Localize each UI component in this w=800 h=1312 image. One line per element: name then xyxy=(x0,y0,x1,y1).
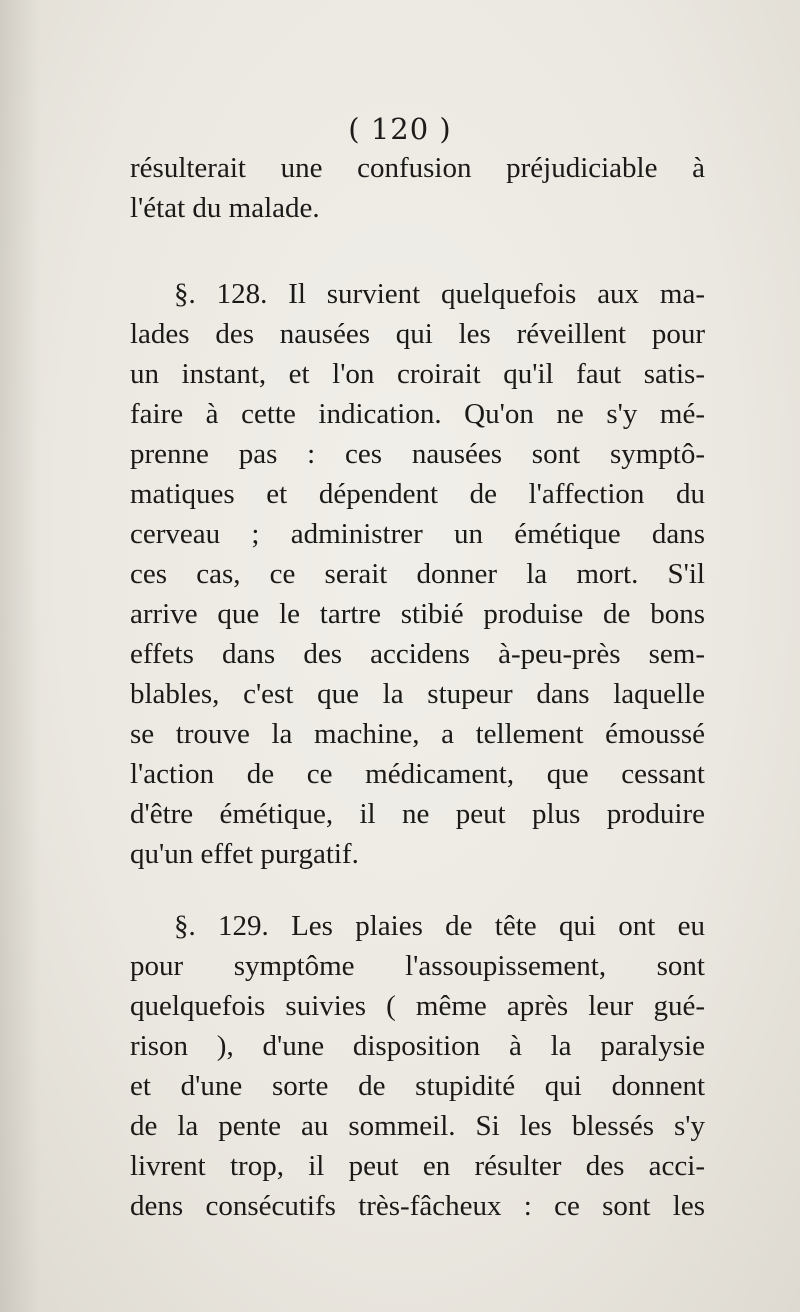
text-line: faire à cette indication. Qu'on ne s'y mé- xyxy=(130,398,705,430)
paragraph-section-128 xyxy=(130,274,705,874)
text-line: l'action de ce médicament, que cessant xyxy=(130,758,705,790)
text-line: cerveau ; administrer un émétique dans xyxy=(130,518,705,550)
text-line: matiques et dépendent de l'affection du xyxy=(130,478,705,510)
text-line: d'être émétique, il ne peut plus produire xyxy=(130,798,705,830)
text-line: quelquefois suivies ( même après leur gué- xyxy=(130,990,705,1022)
text-line: prenne pas : ces nausées sont symptô- xyxy=(130,438,705,470)
text-line: un instant, et l'on croirait qu'il faut satis- xyxy=(130,358,705,390)
paragraph-continuation xyxy=(130,148,705,228)
text-line: résulterait une confusion préjudiciable à xyxy=(130,152,705,184)
text-line: pour symptôme l'assoupissement, sont xyxy=(130,950,705,982)
text-line: se trouve la machine, a tellement émoussé xyxy=(130,718,705,750)
text-line: ces cas, ce serait donner la mort. S'il xyxy=(130,558,705,590)
text-line: effets dans des accidens à-peu-près sem- xyxy=(130,638,705,670)
text-line: §. 128. Il survient quelquefois aux ma- xyxy=(174,278,705,310)
text-line: lades des nausées qui les réveillent pour xyxy=(130,318,705,350)
text-line: rison ), d'une disposition à la paralysie xyxy=(130,1030,705,1062)
page-number: ( 120 ) xyxy=(348,112,452,146)
text-line: dens consécutifs très-fâcheux : ce sont les xyxy=(130,1190,705,1222)
text-line: blables, c'est que la stupeur dans laquelle xyxy=(130,678,705,710)
text-line: de la pente au sommeil. Si les blessés s'y xyxy=(130,1110,705,1142)
text-line: §. 129. Les plaies de tête qui ont eu xyxy=(174,910,705,942)
paragraph-section-129 xyxy=(130,906,705,1226)
text-line: arrive que le tartre stibié produise de bons xyxy=(130,598,705,630)
gutter-shadow xyxy=(0,0,40,1312)
text-line: l'état du malade. xyxy=(130,192,320,224)
text-line: et d'une sorte de stupidité qui donnent xyxy=(130,1070,705,1102)
text-line: qu'un effet purgatif. xyxy=(130,838,359,870)
text-line: livrent trop, il peut en résulter des acci- xyxy=(130,1150,705,1182)
